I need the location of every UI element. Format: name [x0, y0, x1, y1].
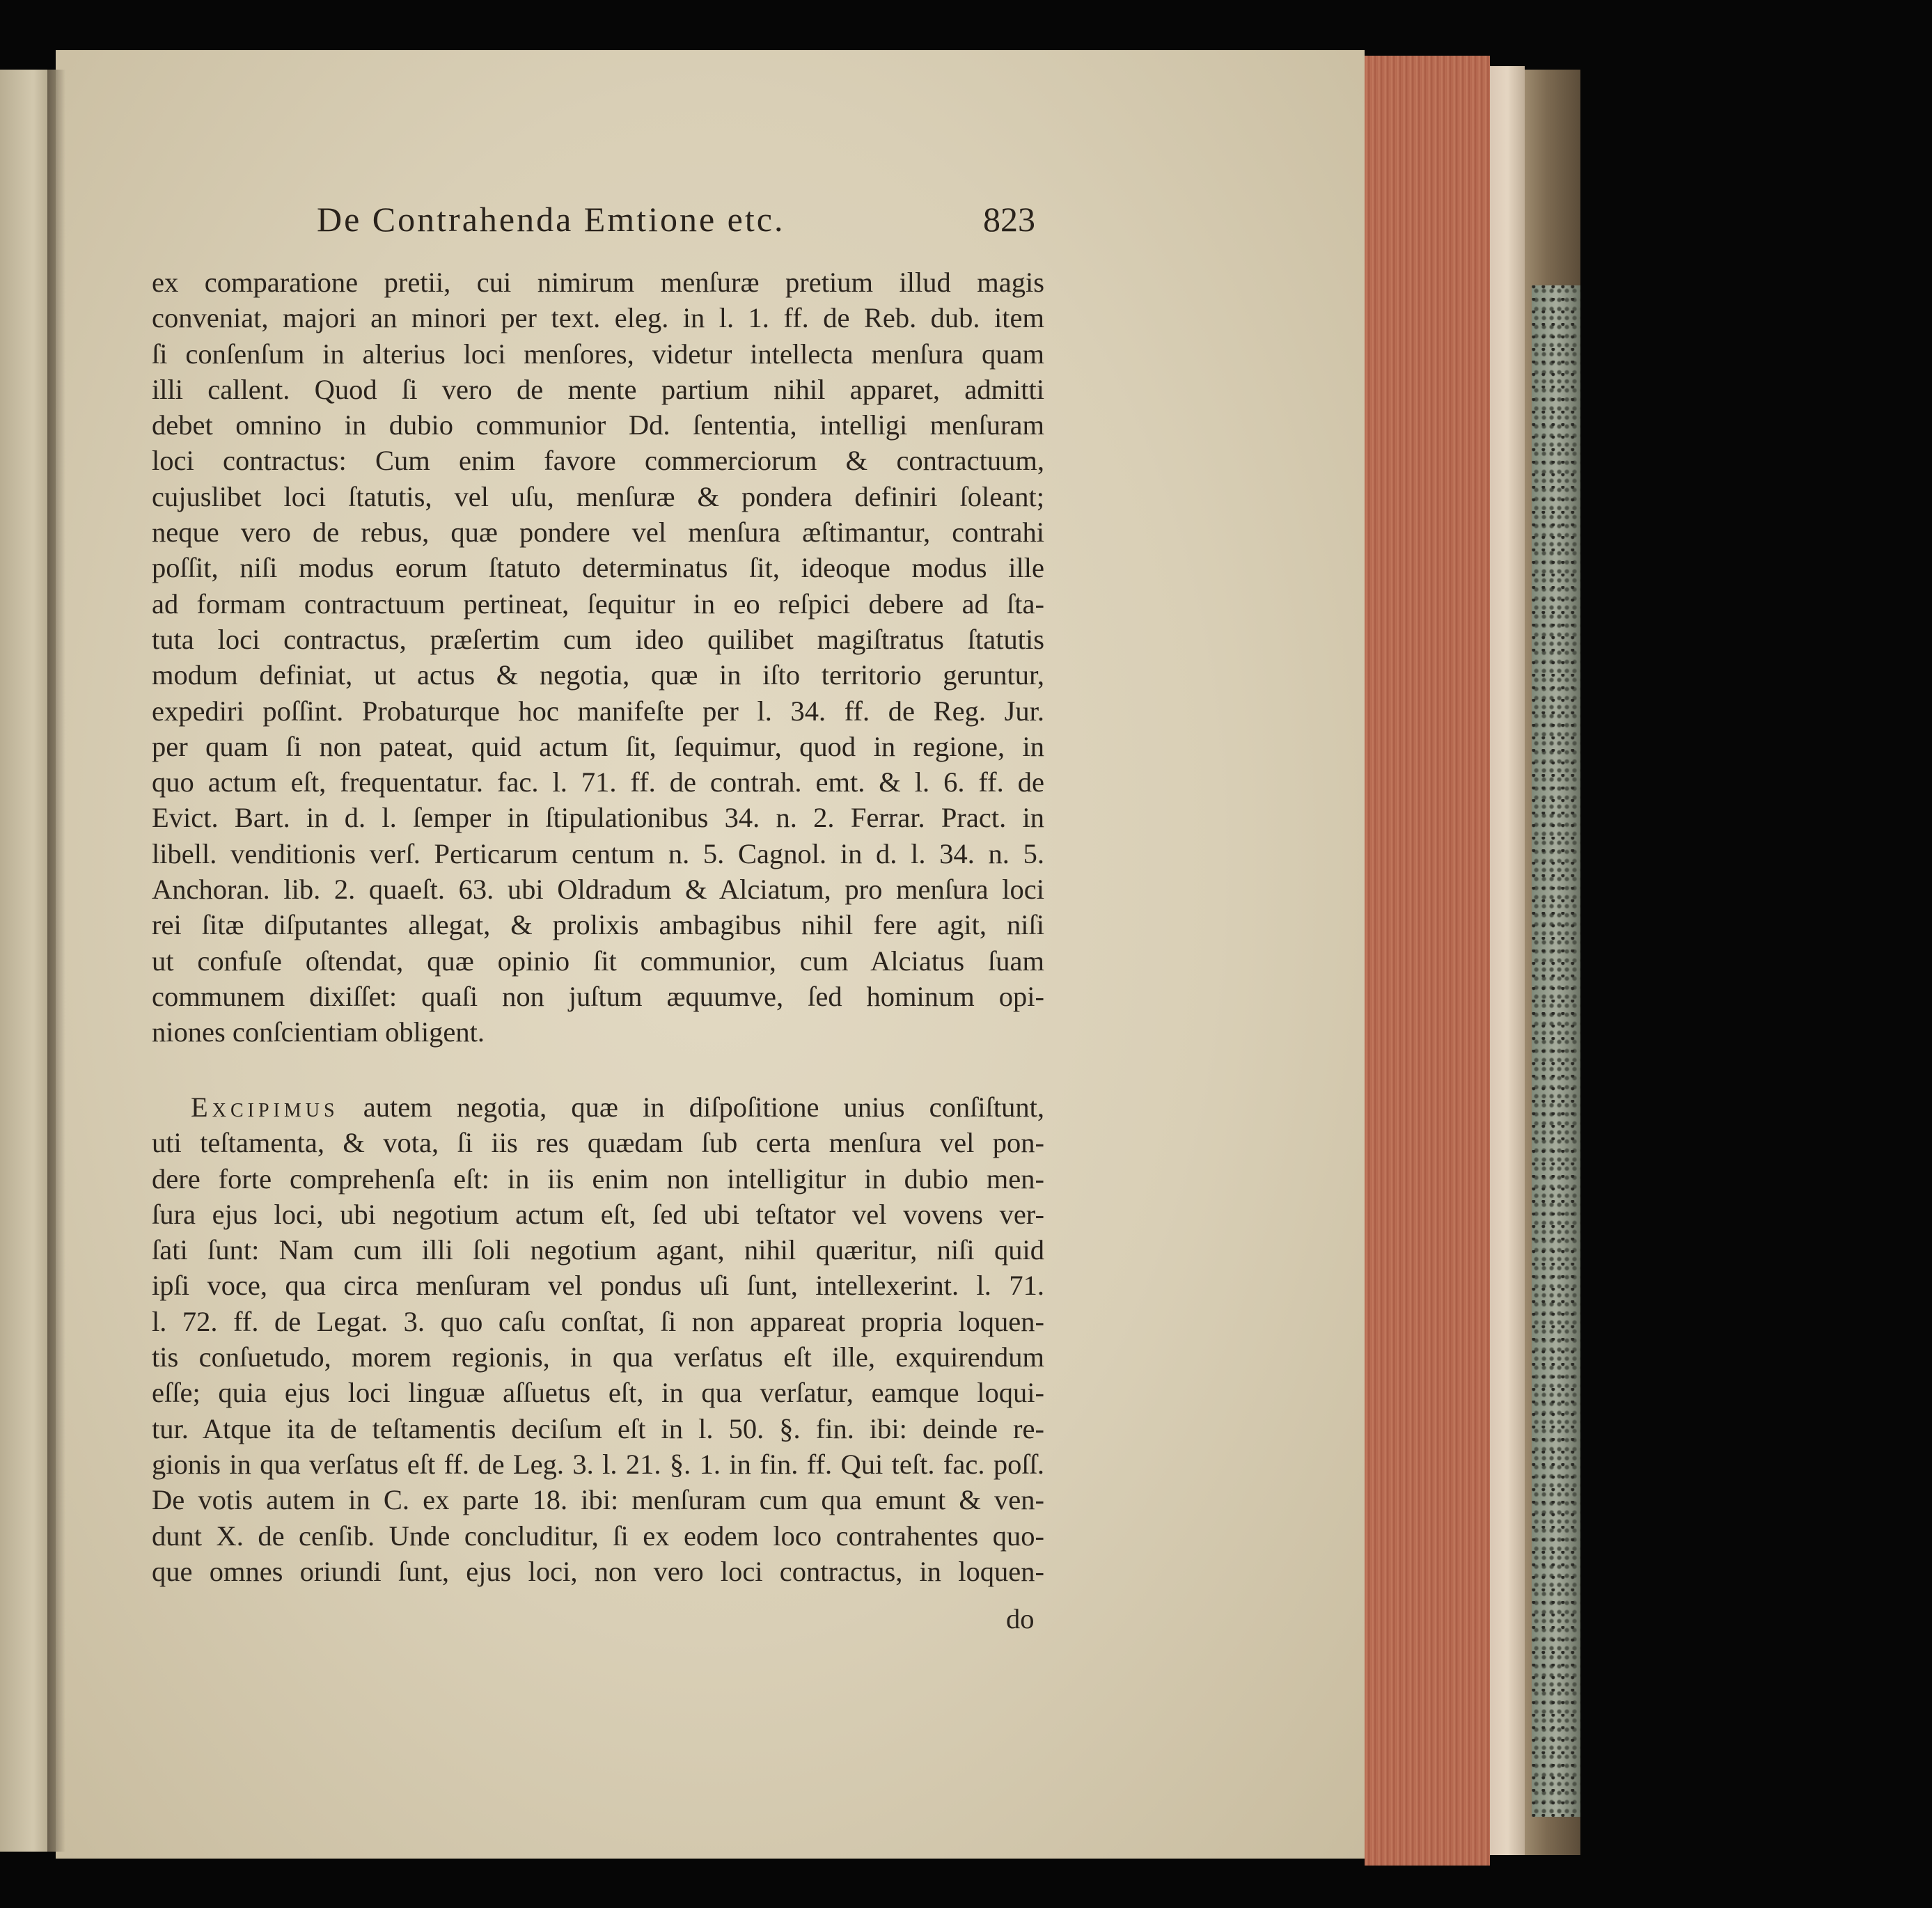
text-line: libell. venditionis verſ. Perticarum centum n. 5. Cagnol. in d. l. 34. n. 5. — [152, 837, 1044, 869]
page-number: 823 — [983, 200, 1035, 239]
text-line: debet omnino in dubio communior Dd. ſententia, intelligi menſuram — [152, 409, 1044, 441]
text-line: ad formam contractuum pertineat, ſequitur in eo reſpici debere ad ſta- — [152, 588, 1044, 620]
text-fragment: autem negotia, quæ in diſpoſitione unius conſiſtunt, — [338, 1091, 1044, 1123]
text-line: cujuslibet loci ſtatutis, vel uſu, menſuræ & pondera definiri ſoleant; — [152, 480, 1044, 512]
text-line: Evict. Bart. in d. l. ſemper in ſtipulationibus 34. n. 2. Ferrar. Pract. in — [152, 802, 1044, 834]
text-line: ut confuſe oſtendat, quæ opinio ſit communior, cum Alciatus ſuam — [152, 945, 1044, 977]
text-line: conveniat, majori an minori per text. eleg. in l. 1. ff. de Reb. dub. item — [152, 302, 1044, 334]
text-line: per quam ſi non pateat, quid actum ſit, ſequimur, quod in regione, in — [152, 730, 1044, 762]
paragraph-1 — [152, 265, 1044, 1050]
text-line: ipſi voce, qua circa menſuram vel pondus uſi ſunt, intellexerint. l. 71. — [152, 1270, 1044, 1302]
text-line: ſi conſenſum in alterius loci menſores, videtur intellecta menſura quam — [152, 338, 1044, 370]
text-line: tis conſuetudo, morem regionis, in qua verſatus eſt ille, exquirendum — [152, 1341, 1044, 1373]
text-line: De votis autem in C. ex parte 18. ibi: menſuram cum qua emunt & ven- — [152, 1484, 1044, 1516]
text-line: niones conſcientiam obligent. — [152, 1016, 485, 1048]
text-line: poſſit, niſi modus eorum ſtatuto determinatus ſit, ideoque modus ille — [152, 552, 1044, 584]
text-line: dunt X. de cenſib. Unde concluditur, ſi ex eodem loco contrahentes quo- — [152, 1520, 1044, 1552]
text-line: tuta loci contractus, præſertim cum ideo quilibet magiſtratus ſtatutis — [152, 623, 1044, 655]
marbled-cover — [1532, 285, 1580, 1817]
text-line: Anchoran. lib. 2. quaeſt. 63. ubi Oldradum & Alciatum, pro menſura loci — [152, 874, 1044, 906]
text-line: quo actum eſt, frequentatur. fac. l. 71. ff. de contrah. emt. & l. 6. ff. de — [152, 766, 1044, 798]
text-line: eſſe; quia ejus loci linguæ aſſuetus eſt, in qua verſatur, eamque loqui- — [152, 1377, 1044, 1409]
text-line: l. 72. ff. de Legat. 3. quo caſu conſtat, ſi non appareat propria loquen- — [152, 1305, 1044, 1337]
text-line-first — [152, 1089, 1044, 1125]
text-line: neque vero de rebus, quæ pondere vel menſura æſtimantur, contrahi — [152, 517, 1044, 549]
text-line: rei ſitæ diſputantes allegat, & prolixis ambagibus nihil fere agit, niſi — [152, 909, 1044, 941]
paragraph-lead-word: Excipimus — [191, 1091, 339, 1123]
text-line: que omnes oriundi ſunt, ejus loci, non vero loci contractus, in loquen- — [152, 1555, 1044, 1587]
text-line: dere forte comprehenſa eſt: in iis enim non intelligitur in dubio men- — [152, 1162, 1044, 1195]
text-line: gionis in qua verſatus eſt ff. de Leg. 3. l. 21. §. 1. in fin. ff. Qui teſt. fac. poſſ. — [152, 1448, 1044, 1480]
text-line: ſati ſunt: Nam cum illi ſoli negotium agant, nihil quæritur, niſi quid — [152, 1234, 1044, 1266]
text-line: uti teſtamenta, & vota, ſi iis res quædam ſub certa menſura vel pon- — [152, 1127, 1044, 1159]
text-line: communem dixiſſet: quaſi non juſtum æquumve, ſed hominum opi- — [152, 980, 1044, 1012]
paragraph-2 — [152, 1089, 1044, 1589]
page-block-edge — [1490, 66, 1525, 1855]
text-line: ſura ejus loci, ubi negotium actum eſt, ſed ubi teſtator vel vovens ver- — [152, 1198, 1044, 1230]
gutter-shadow — [47, 70, 65, 1852]
text-line: illi callent. Quod ſi vero de mente partium nihil apparet, admitti — [152, 373, 1044, 405]
catchword: do — [1006, 1603, 1035, 1634]
text-line: loci contractus: Cum enim favore commerciorum & contractuum, — [152, 445, 1044, 477]
red-fore-edge — [1365, 56, 1490, 1866]
text-line: ex comparatione pretii, cui nimirum menſuræ pretium illud magis — [152, 267, 1044, 298]
text-line: tur. Atque ita de teſtamentis deciſum eſt in l. 50. §. fin. ibi: deinde re- — [152, 1412, 1044, 1444]
text-line: expediri poſſint. Probaturque hoc manifeſte per l. 34. ff. de Reg. Jur. — [152, 695, 1044, 727]
text-line: modum definiat, ut actus & negotia, quæ in iſto territorio geruntur, — [152, 659, 1044, 691]
running-head: De Contrahenda Emtione etc. — [317, 200, 785, 239]
